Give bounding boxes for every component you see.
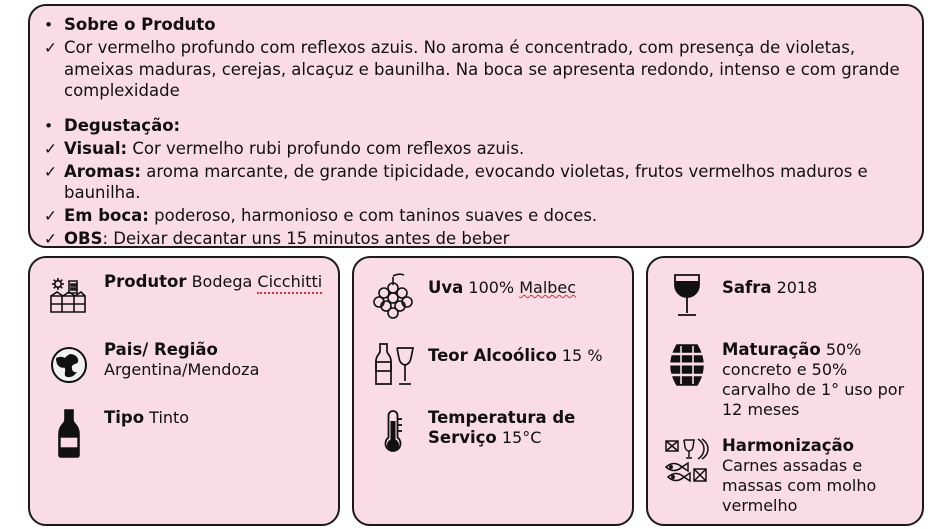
barrel-icon xyxy=(660,338,714,392)
section-heading-sobre-o-produto xyxy=(44,14,908,36)
spec-row-maturacao xyxy=(660,338,912,420)
teor-alcoolico-value: 15 % xyxy=(561,346,603,365)
bullet-icon: • xyxy=(44,16,54,34)
visual-row xyxy=(44,138,908,160)
uva-value: 100% Malbec xyxy=(468,278,577,297)
em-boca-label: Em boca: xyxy=(64,206,149,226)
spec-row-safra xyxy=(660,270,912,324)
uva-title: Uva xyxy=(428,278,464,297)
em-boca-value: poderoso, harmonioso e com taninos suaves e doces. xyxy=(148,206,598,226)
food-pairing-icon xyxy=(660,434,714,488)
safra-value: 2018 xyxy=(776,278,818,297)
vintage-card xyxy=(646,256,924,526)
tipo-value: Tinto xyxy=(149,408,190,427)
em-boca-row xyxy=(44,205,908,227)
spec-row-harmonizacao xyxy=(660,434,912,516)
spec-row-produtor xyxy=(42,270,328,324)
harmonizacao-value: Carnes assadas e massas com molho vermelho xyxy=(722,455,877,515)
vineyard-icon xyxy=(42,270,96,324)
spec-row-teor-alcoolico xyxy=(366,338,622,392)
obs-row xyxy=(44,228,908,250)
wine-bottle-icon xyxy=(42,406,96,460)
produtor-value-spellcheck: Cicchitti xyxy=(257,272,322,294)
visual-label: Visual: xyxy=(64,138,128,158)
degustacao-title: Degustação: xyxy=(64,116,181,136)
temperatura-title: Temperatura de Serviço xyxy=(428,408,576,447)
harmonizacao-title: Harmonização xyxy=(722,436,854,455)
obs-label: OBS xyxy=(64,228,103,248)
uva-value-spellcheck: Malbec xyxy=(519,278,577,297)
product-description-card xyxy=(28,4,924,248)
aromas-label: Aromas: xyxy=(64,161,141,181)
wine-glass-icon xyxy=(660,270,714,324)
pais-regiao-value: Argentina/Mendoza xyxy=(104,359,260,379)
maturacao-value: 50% concreto e 50% carvalho de 1° uso por 12 meses xyxy=(722,340,905,419)
sobre-o-produto-body: Cor vermelho profundo com reflexos azuis. No aroma é concentrado, com presença de violetas, ameixas maduras, cerejas, alcaçuz e baunilha. Na boca se apresenta redondo, intenso e com grande complexidade xyxy=(64,37,900,101)
check-icon: ✓ xyxy=(44,162,57,181)
obs-value: : Deixar decantar uns 15 minutos antes de beber xyxy=(102,228,510,248)
safra-title: Safra xyxy=(722,278,772,297)
spec-row-pais-regiao xyxy=(42,338,328,392)
producer-card xyxy=(28,256,340,526)
sobre-o-produto-body-row xyxy=(44,37,908,102)
check-icon: ✓ xyxy=(44,139,57,158)
thermometer-icon xyxy=(366,406,420,460)
spacer xyxy=(44,102,908,115)
pais-regiao-title: Pais/ Região xyxy=(104,340,218,359)
wine-detail-card xyxy=(352,256,634,526)
bullet-icon: • xyxy=(44,117,54,136)
produtor-value: Bodega Cicchitti xyxy=(192,272,323,291)
section-heading-degustacao xyxy=(44,115,908,137)
teor-alcoolico-title: Teor Alcoólico xyxy=(428,346,557,365)
sobre-o-produto-title: Sobre o Produto xyxy=(64,15,216,34)
tipo-title: Tipo xyxy=(104,408,145,427)
spec-row-tipo xyxy=(42,406,328,460)
spec-row-uva xyxy=(366,270,622,324)
check-icon: ✓ xyxy=(44,207,57,226)
bottle-glass-icon xyxy=(366,338,420,392)
aromas-row xyxy=(44,161,908,205)
check-icon: ✓ xyxy=(44,38,57,57)
globe-icon xyxy=(42,338,96,392)
spec-row-temperatura xyxy=(366,406,622,460)
check-icon: ✓ xyxy=(44,229,57,248)
aromas-value: aroma marcante, de grande tipicidade, evocando violetas, frutos vermelhos maduros e baunilha. xyxy=(64,161,868,203)
grapes-icon xyxy=(366,270,420,324)
temperatura-value: 15°C xyxy=(501,427,542,447)
spec-cards xyxy=(28,256,924,526)
maturacao-title: Maturação xyxy=(722,340,821,359)
produtor-title: Produtor xyxy=(104,272,187,291)
visual-value: Cor vermelho rubi profundo com reflexos azuis. xyxy=(127,138,525,158)
